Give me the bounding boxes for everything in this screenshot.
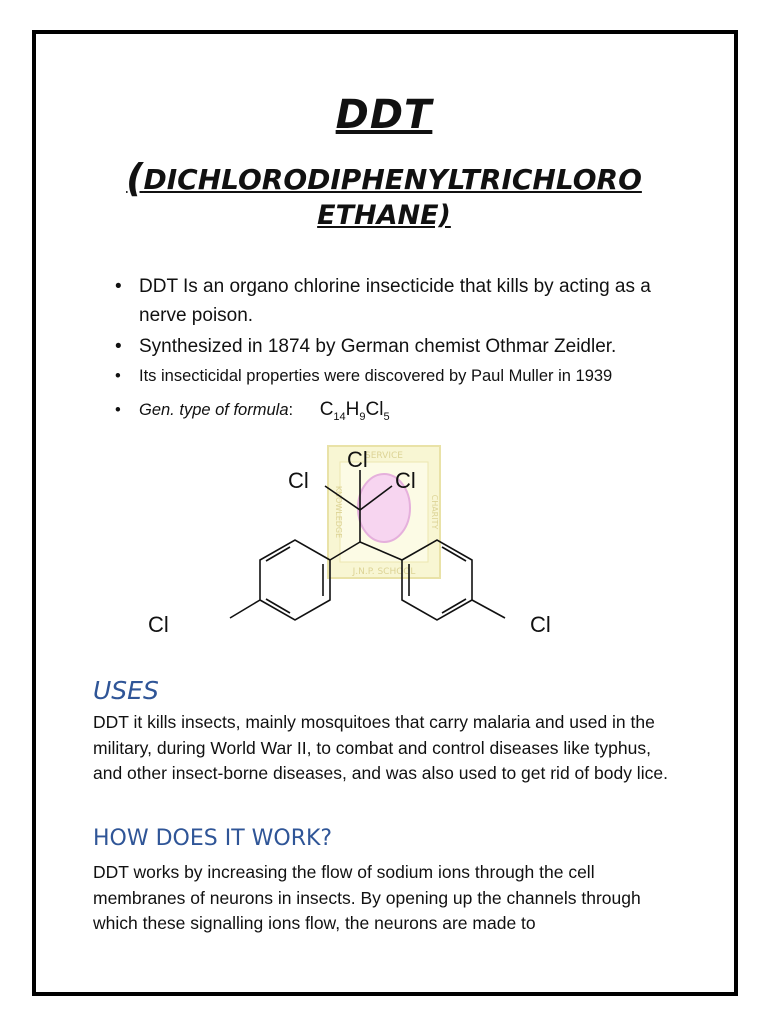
title-name-part1: DICHLORODIPHENYLTRICHLORO [143,163,642,196]
formula-c-count: 14 [333,410,346,423]
atom-cl-top: Cl [347,447,368,472]
list-item: • Synthesized in 1874 by German chemist Othmar Zeidler. [112,332,672,361]
uses-paragraph: DDT it kills insects, mainly mosquitoes that carry malaria and used in the military, during World War II, to combat and control diseases like typhus, and other insect-borne diseases, and was also used to get rid of body lice. [93,712,668,783]
atom-cl-bottom-left: Cl [148,612,169,637]
formula-colon: : [288,401,294,419]
watermark-left-text: KNOWLEDGE [334,485,343,539]
watermark-top-text: SERVICE [365,451,403,461]
title-full-name-line1 [0,156,768,200]
list-item: • Its insecticidal properties were discovered by Paul Muller in 1939 [112,363,672,389]
facts-list [112,272,672,430]
how-it-works-paragraph: DDT works by increasing the flow of sodium ions through the cell membranes of neurons in insects. By opening up the channels through which these signalling ions flow, the neurons are made to [93,862,641,933]
formula-c: C [319,399,334,420]
formula-list-item [112,397,672,430]
title-paren: ( [126,156,144,200]
chemical-formula [319,399,390,423]
list-item: • DDT Is an organo chlorine insecticide that kills by acting as a nerve poison. [112,272,672,330]
atom-cl-bottom-right: Cl [530,612,551,637]
formula-h-count: 9 [359,410,366,423]
atom-cl-left: Cl [288,468,309,493]
title-full-name-line2: ETHANE) [317,200,451,231]
document-title: DDT [335,92,433,138]
uses-heading: USES [93,676,159,705]
school-watermark [328,446,440,578]
atom-cl-right: Cl [395,468,416,493]
formula-h: H [345,399,360,420]
how-it-works-heading: HOW DOES IT WORK? [93,826,333,851]
formula-cl-count: 5 [383,410,390,423]
watermark-right-text: CHARITY [430,494,439,530]
formula-label: Gen. type of formula [139,401,289,419]
formula-cl: Cl [365,399,384,420]
ddt-structure-diagram [140,440,580,650]
watermark-bottom-text: J.N.P. SCHOOL [352,567,416,577]
